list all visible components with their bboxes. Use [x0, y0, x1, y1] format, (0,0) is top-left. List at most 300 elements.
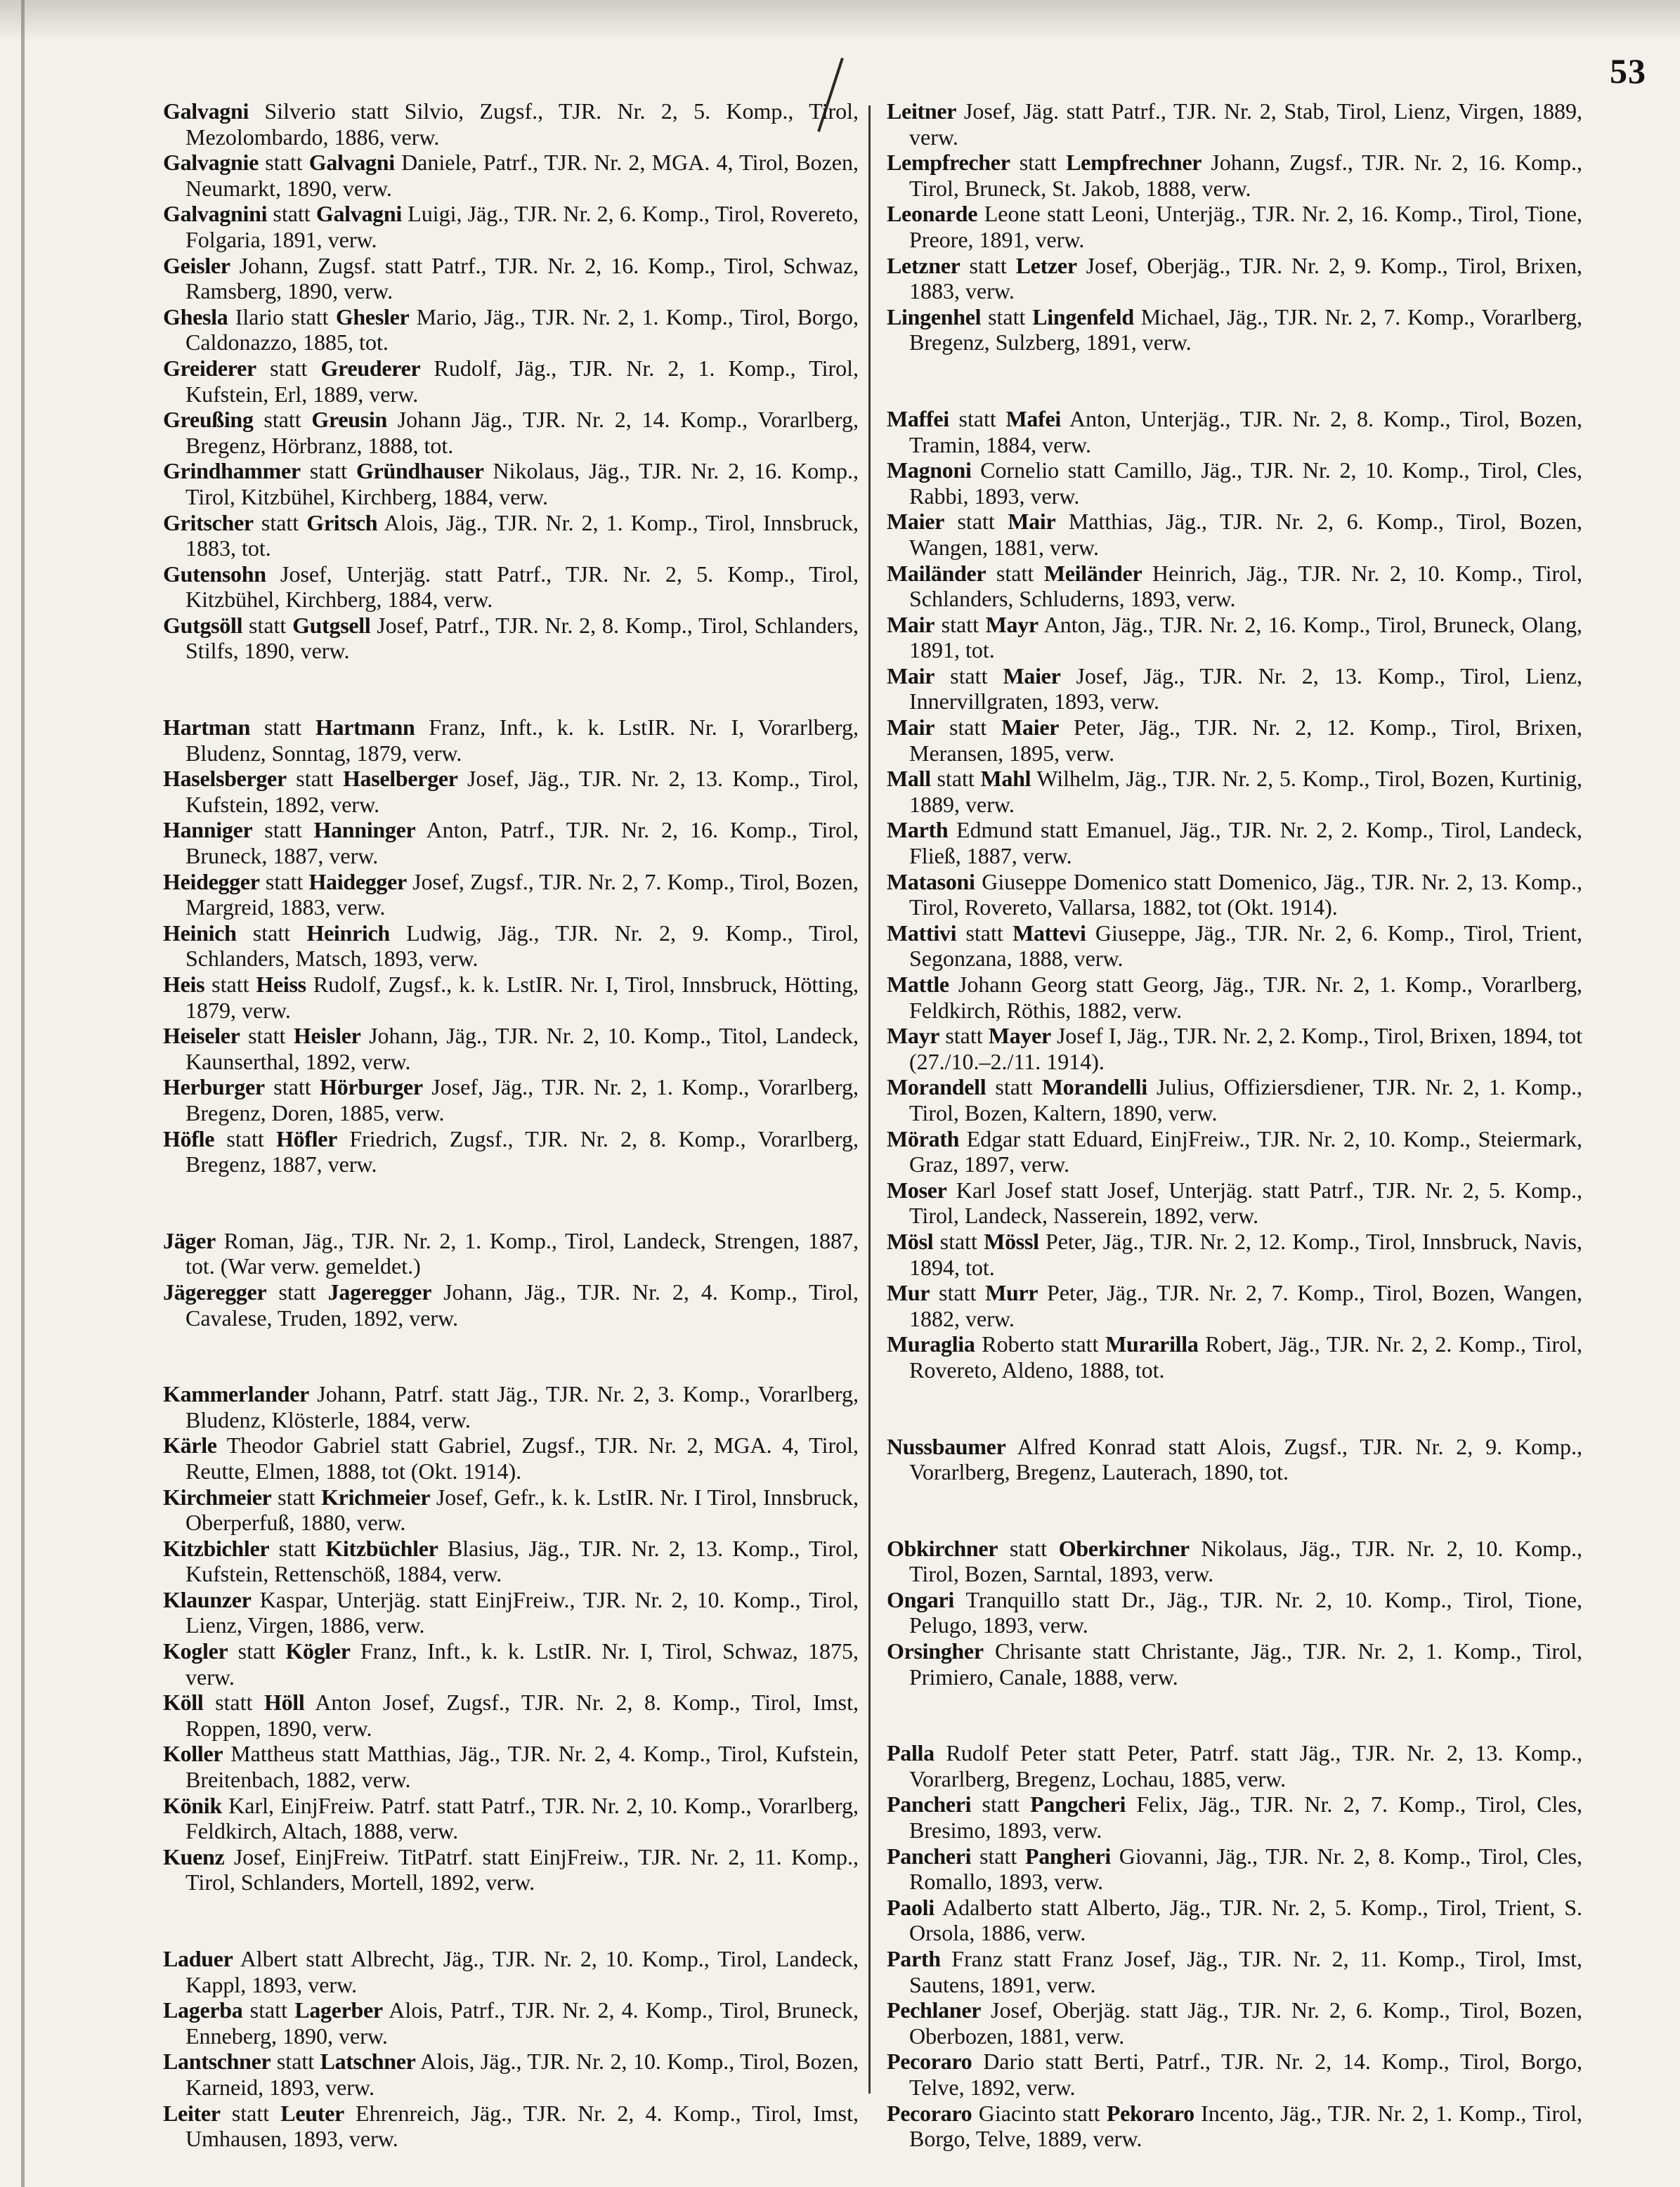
entry-surname: Jäger — [163, 1227, 216, 1253]
entry-text: Peter, Jäg., TJR. Nr. 2, 12. Komp., Tirol, Innsbruck, Navis, 1894, tot. — [909, 1228, 1582, 1280]
entry-surname: Kögler — [285, 1638, 351, 1664]
entry-surname: Kogler — [163, 1638, 228, 1664]
entry-surname: Leonarde — [887, 201, 978, 227]
entry-text: Tranquillo statt Dr., Jäg., TJR. Nr. 2, 10. Komp., Tirol, Tione, Pelugo, 1893, verw. — [909, 1586, 1582, 1638]
entry-text: statt — [252, 817, 314, 843]
entry-text: statt — [971, 1791, 1031, 1817]
entry-surname: Gründhauser — [356, 458, 484, 484]
entry-text: statt — [236, 920, 307, 946]
entry-text: statt — [935, 662, 1003, 688]
entry-text: Felix, Jäg., TJR. Nr. 2, 7. Komp., Tirol, Cles, Bresimo, 1893, verw. — [909, 1791, 1582, 1843]
entry-text: statt — [266, 1279, 328, 1305]
entry-text: Daniele, Patrf., TJR. Nr. 2, MGA. 4, Tirol, Bozen, Neumarkt, 1890, verw. — [185, 150, 859, 201]
casualty-entry — [887, 766, 1582, 817]
casualty-entry — [163, 201, 859, 252]
entry-text: Johann, Patrf. statt Jäg., TJR. Nr. 2, 3. Komp., Vorarlberg, Bludenz, Klösterle, 1884, verw. — [185, 1381, 859, 1432]
casualty-entry — [887, 406, 1582, 457]
entry-text: statt — [960, 252, 1016, 278]
entry-text: Wilhelm, Jäg., TJR. Nr. 2, 5. Komp., Tirol, Bozen, Kurtinig, 1889, verw. — [909, 766, 1583, 817]
entry-text: Michael, Jäg., TJR. Nr. 2, 7. Komp., Vorarlberg, Bregenz, Sulzberg, 1891, verw. — [909, 303, 1583, 355]
entry-surname: Heis — [163, 972, 205, 997]
casualty-entry — [163, 1228, 859, 1279]
entry-surname: Leuter — [280, 2100, 344, 2126]
casualty-entry — [887, 1997, 1582, 2049]
entry-text: statt — [944, 509, 1008, 535]
entry-text: Ilario statt — [228, 303, 336, 329]
entry-surname: Magnoni — [887, 457, 972, 483]
entry-text: statt — [242, 612, 293, 638]
entry-text: statt — [981, 303, 1033, 329]
casualty-entry — [163, 766, 859, 817]
entry-text: statt — [267, 201, 316, 227]
entry-surname: Morandell — [887, 1074, 986, 1100]
entry-text: Johann Georg statt Georg, Jäg., TJR. Nr. 2, 1. Komp., Vorarlberg, Feldkirch, Röthis, 1882, verw. — [909, 972, 1582, 1023]
casualty-entry — [887, 1946, 1582, 1997]
casualty-entry — [887, 1791, 1582, 1843]
casualty-entry — [163, 869, 859, 920]
entry-text: Josef, Zugsf., TJR. Nr. 2, 7. Komp., Tirol, Bozen, Margreid, 1883, verw. — [185, 868, 859, 920]
casualty-entry — [887, 1280, 1582, 1331]
entry-surname: Greuderer — [320, 355, 421, 381]
entry-text: Edmund statt Emanuel, Jäg., TJR. Nr. 2, 2. Komp., Tirol, Landeck, Fließ, 1887, verw. — [909, 817, 1582, 869]
entry-surname: Greußing — [163, 407, 254, 433]
casualty-entry — [163, 253, 859, 304]
entry-surname: Mahl — [980, 766, 1031, 792]
entry-text: statt — [214, 1125, 277, 1151]
entry-text: Anton, Unterjäg., TJR. Nr. 2, 8. Komp., Tirol, Bozen, Tramin, 1884, verw. — [909, 405, 1583, 457]
entry-text: Chrisante statt Christante, Jäg., TJR. Nr. 2, 1. Komp., Tirol, Primiero, Canale, 1888, verw. — [909, 1638, 1582, 1690]
casualty-entry — [163, 1432, 859, 1484]
entry-surname: Mattivi — [887, 920, 957, 946]
entry-surname: Gritsch — [306, 509, 378, 535]
casualty-entry — [163, 1587, 859, 1638]
entry-text: Roberto statt — [975, 1331, 1106, 1357]
entry-surname: Hörburger — [320, 1074, 423, 1100]
entry-text: Rudolf Peter statt Peter, Patrf. statt Jäg., TJR. Nr. 2, 13. Komp., Vorarlberg, Bregenz, Lochau, 1885, verw. — [909, 1740, 1582, 1791]
entry-surname: Lempfrechner — [1066, 150, 1202, 176]
entry-surname: Heidegger — [163, 868, 260, 894]
section-gap — [887, 355, 1582, 406]
entry-surname: Grindhammer — [163, 458, 301, 484]
entry-text: Josef, Gefr., k. k. LstIR. Nr. I Tirol, Innsbruck, Oberperfuß, 1880, verw. — [185, 1484, 859, 1536]
entry-surname: Mörath — [887, 1125, 960, 1151]
entry-surname: Pangheri — [1024, 1843, 1112, 1869]
entry-surname: Parth — [887, 1946, 941, 1971]
entry-surname: Mattevi — [1012, 920, 1086, 946]
entry-surname: Kitzbüchler — [325, 1535, 438, 1561]
entry-surname: Lantschner — [163, 2049, 271, 2075]
entry-text: Alois, Jäg., TJR. Nr. 2, 1. Komp., Tirol, Innsbruck, 1883, tot. — [185, 509, 859, 561]
entry-surname: Pechlaner — [887, 1997, 982, 2023]
entry-text: Nikolaus, Jäg., TJR. Nr. 2, 10. Komp., Tirol, Bozen, Sarntal, 1893, verw. — [909, 1535, 1583, 1587]
entry-text: statt — [986, 1074, 1042, 1100]
entry-surname: Mur — [887, 1280, 930, 1306]
entry-surname: Galvagnie — [163, 150, 259, 176]
entry-text: statt — [253, 509, 307, 535]
entry-surname: Lingenfeld — [1032, 303, 1134, 329]
casualty-entry — [887, 1434, 1582, 1485]
entry-surname: Kitzbichler — [163, 1535, 270, 1561]
casualty-entry — [163, 2049, 859, 2100]
entry-text: statt — [939, 1023, 989, 1049]
entry-text: Ehrenreich, Jäg., TJR. Nr. 2, 4. Komp., Tirol, Imst, Umhausen, 1893, verw. — [185, 2100, 859, 2152]
entry-surname: Gritscher — [163, 509, 254, 535]
entry-text: statt — [971, 1843, 1025, 1869]
entry-text: Giuseppe Domenico statt Domenico, Jäg., TJR. Nr. 2, 13. Komp., Tirol, Rovereto, Vallarsa, 1882, tot (Okt. 1914). — [909, 868, 1582, 920]
entry-surname: Muraglia — [887, 1331, 975, 1357]
entry-surname: Hartman — [163, 714, 251, 740]
entry-text: statt — [204, 972, 256, 997]
casualty-entry — [887, 561, 1582, 612]
entry-surname: Gutensohn — [163, 561, 266, 587]
casualty-entry — [163, 1023, 859, 1074]
entry-text: Franz statt Franz Josef, Jäg., TJR. Nr. 2, 11. Komp., Tirol, Imst, Sautens, 1891, verw. — [909, 1946, 1582, 1997]
casualty-entry — [887, 1587, 1582, 1638]
entry-text: Incento, Jäg., TJR. Nr. 2, 1. Komp., Tirol, Borgo, Telve, 1889, verw. — [909, 2100, 1583, 2152]
casualty-entry — [887, 1229, 1582, 1280]
entry-text: Josef, Jäg. statt Patrf., TJR. Nr. 2, Stab, Tirol, Lienz, Virgen, 1889, verw. — [909, 98, 1582, 150]
entry-text: statt — [271, 2049, 320, 2075]
entry-text: statt — [935, 611, 986, 637]
entry-text: Giovanni, Jäg., TJR. Nr. 2, 8. Komp., Tirol, Cles, Romallo, 1893, verw. — [909, 1843, 1583, 1895]
right-column — [887, 98, 1582, 2152]
entry-text: Johann, Jäg., TJR. Nr. 2, 4. Komp., Tirol, Cavalese, Truden, 1892, verw. — [185, 1279, 859, 1331]
entry-surname: Pancheri — [887, 1791, 972, 1817]
entry-surname: Kärle — [163, 1432, 217, 1458]
section-gap — [163, 664, 859, 714]
entry-text: statt — [930, 766, 981, 792]
casualty-entry — [163, 561, 859, 613]
entry-surname: Mayer — [988, 1023, 1051, 1049]
casualty-entry — [887, 714, 1582, 766]
entry-text: Nikolaus, Jäg., TJR. Nr. 2, 16. Komp., Tirol, Kitzbühel, Kirchberg, 1884, verw. — [185, 458, 859, 509]
binding-edge — [21, 0, 25, 2187]
entry-text: statt — [930, 1280, 986, 1306]
entry-surname: Mair — [887, 662, 935, 688]
entry-surname: Palla — [887, 1740, 935, 1766]
entry-text: Anton Josef, Zugsf., TJR. Nr. 2, 8. Komp., Tirol, Imst, Roppen, 1890, verw. — [185, 1690, 859, 1741]
entry-text: Alfred Konrad statt Alois, Zugsf., TJR. Nr. 2, 9. Komp., Vorarlberg, Bregenz, Lauterach, 1890, tot. — [909, 1433, 1582, 1485]
entry-text: Johann Jäg., TJR. Nr. 2, 14. Komp., Vorarlberg, Bregenz, Hörbranz, 1888, tot. — [185, 407, 859, 458]
entry-surname: Köll — [163, 1690, 204, 1716]
entry-text: Albert statt Albrecht, Jäg., TJR. Nr. 2, 10. Komp., Tirol, Landeck, Kappl, 1893, verw. — [185, 1946, 859, 1997]
section-gap — [163, 1331, 859, 1381]
entry-text: Johann, Jäg., TJR. Nr. 2, 10. Komp., Titol, Landeck, Kaunserthal, 1892, verw. — [185, 1023, 859, 1074]
casualty-entry — [887, 920, 1582, 972]
casualty-entry — [887, 1895, 1582, 1946]
entry-text: Matthias, Jäg., TJR. Nr. 2, 6. Komp., Tirol, Bozen, Wangen, 1881, verw. — [909, 509, 1583, 560]
entry-text: statt — [256, 355, 321, 381]
entry-text: Kaspar, Unterjäg. statt EinjFreiw., TJR. Nr. 2, 10. Komp., Tirol, Lienz, Virgen, 1886, verw. — [185, 1586, 859, 1638]
entry-text: Alois, Patrf., TJR. Nr. 2, 4. Komp., Tirol, Bruneck, Enneberg, 1890, verw. — [185, 1997, 859, 2049]
entry-surname: Haselberger — [342, 766, 458, 792]
entry-text: statt — [949, 405, 1006, 431]
casualty-entry — [163, 1074, 859, 1125]
casualty-entry — [887, 817, 1582, 868]
entry-surname: Kirchmeier — [163, 1484, 272, 1510]
entry-text: statt — [1010, 150, 1067, 176]
casualty-entry — [163, 510, 859, 561]
casualty-entry — [887, 457, 1582, 509]
casualty-entry — [163, 1484, 859, 1536]
casualty-entry — [163, 1690, 859, 1741]
entry-text: Josef, Oberjäg. statt Jäg., TJR. Nr. 2, 6. Komp., Tirol, Bozen, Oberbozen, 1881, verw. — [909, 1997, 1582, 2049]
entry-surname: Lempfrecher — [887, 150, 1010, 176]
entry-surname: Maffei — [887, 405, 949, 431]
entry-text: Karl Josef statt Josef, Unterjäg. statt Patrf., TJR. Nr. 2, 5. Komp., Tirol, Landeck, Nasserein, 1892, verw. — [909, 1177, 1582, 1229]
entry-text: Ludwig, Jäg., TJR. Nr. 2, 9. Komp., Tirol, Schlanders, Matsch, 1893, verw. — [185, 920, 859, 972]
casualty-entry — [163, 407, 859, 458]
entry-text: Johann, Zugsf., TJR. Nr. 2, 16. Komp., Tirol, Bruneck, St. Jakob, 1888, verw. — [909, 150, 1583, 201]
entry-text: Giuseppe, Jäg., TJR. Nr. 2, 6. Komp., Tirol, Trient, Segonzana, 1888, verw. — [909, 920, 1583, 972]
entry-surname: Pangcheri — [1030, 1791, 1126, 1817]
entry-surname: Ghesler — [335, 303, 410, 329]
entry-surname: Galvagni — [315, 201, 402, 227]
casualty-entry — [163, 98, 859, 150]
casualty-entry — [163, 1946, 859, 1997]
casualty-entry — [163, 1536, 859, 1587]
entry-text: Josef, Unterjäg. statt Patrf., TJR. Nr. 2, 5. Komp., Tirol, Kitzbühel, Kirchberg, 1884, verw. — [185, 561, 859, 613]
entry-text: Silverio statt Silvio, Zugsf., TJR. Nr. 2, 5. Komp., Tirol, Mezolombardo, 1886, verw. — [185, 98, 859, 150]
entry-text: statt — [933, 1228, 984, 1254]
entry-surname: Oberkirchner — [1058, 1535, 1190, 1561]
casualty-entry — [887, 1177, 1582, 1229]
entry-surname: Koller — [163, 1741, 223, 1767]
entry-surname: Hanninger — [313, 817, 416, 843]
entry-surname: Gutgsöll — [163, 612, 243, 638]
entry-text: statt — [935, 714, 1002, 740]
entry-surname: Pecoraro — [887, 2100, 972, 2126]
casualty-entry — [887, 150, 1582, 201]
entry-surname: Höfle — [163, 1125, 215, 1151]
entry-surname: Mair — [887, 611, 935, 637]
entry-text: statt — [264, 1074, 320, 1100]
casualty-entry — [163, 920, 859, 972]
casualty-entry — [887, 1331, 1582, 1383]
entry-text: Dario statt Berti, Patrf., TJR. Nr. 2, 14. Komp., Tirol, Borgo, Telve, 1892, verw. — [909, 2049, 1582, 2100]
entry-surname: Letzner — [887, 252, 961, 278]
entry-text: Friedrich, Zugsf., TJR. Nr. 2, 8. Komp., Vorarlberg, Bregenz, 1887, verw. — [185, 1125, 859, 1177]
entry-surname: Mair — [887, 714, 935, 740]
entry-surname: Jägeregger — [163, 1279, 267, 1305]
entry-text: statt — [250, 714, 315, 740]
casualty-entry — [887, 2049, 1582, 2100]
section-gap — [163, 1177, 859, 1228]
casualty-entry — [887, 663, 1582, 714]
entry-surname: Ongari — [887, 1586, 954, 1612]
casualty-entry — [887, 1126, 1582, 1177]
casualty-entry — [887, 1638, 1582, 1690]
entry-text: statt — [269, 1535, 326, 1561]
left-column — [163, 98, 859, 2152]
entry-text: statt — [998, 1535, 1059, 1561]
entry-text: Theodor Gabriel statt Gabriel, Zugsf., TJR. Nr. 2, MGA. 4, Tirol, Reutte, Elmen, 1888, tot (Okt. 1914). — [185, 1432, 859, 1484]
entry-surname: Höfler — [276, 1125, 338, 1151]
casualty-entry — [163, 1381, 859, 1432]
casualty-entry — [163, 1126, 859, 1177]
entry-text: Franz, Inft., k. k. LstIR. Nr. I, Tirol, Schwaz, 1875, verw. — [185, 1638, 859, 1690]
casualty-entry — [163, 458, 859, 509]
casualty-entry — [163, 304, 859, 355]
entry-text: Blasius, Jäg., TJR. Nr. 2, 13. Komp., Tirol, Kufstein, Rettenschöß, 1884, verw. — [185, 1535, 859, 1587]
entry-surname: Mössl — [984, 1228, 1039, 1254]
entry-surname: Mayr — [985, 611, 1038, 637]
entry-text: statt — [240, 1023, 294, 1049]
entry-text: statt — [986, 560, 1044, 586]
casualty-entry — [163, 150, 859, 201]
entry-surname: Heinich — [163, 920, 237, 946]
entry-text: Anton, Jäg., TJR. Nr. 2, 16. Komp., Tirol, Bruneck, Olang, 1891, tot. — [909, 611, 1583, 663]
entry-text: statt — [253, 407, 312, 433]
section-gap — [887, 1485, 1582, 1536]
entry-surname: Maier — [1001, 714, 1060, 740]
entry-text: statt — [203, 1690, 264, 1716]
entry-surname: Galvagni — [308, 150, 395, 176]
entry-surname: Klaunzer — [163, 1586, 252, 1612]
entry-text: statt — [220, 2100, 281, 2126]
entry-text: Mattheus statt Matthias, Jäg., TJR. Nr. 2, 4. Komp., Tirol, Kufstein, Breitenbach, 1882, verw. — [185, 1741, 859, 1793]
entry-surname: Moser — [887, 1177, 947, 1203]
entry-surname: Heinrich — [306, 920, 390, 946]
casualty-entry — [887, 1536, 1582, 1587]
entry-surname: Geisler — [163, 252, 230, 278]
entry-surname: Mafei — [1005, 405, 1061, 431]
casualty-entry — [887, 304, 1582, 355]
page-number: 53 — [1610, 51, 1646, 91]
entry-text: Josef, Oberjäg., TJR. Nr. 2, 9. Komp., Tirol, Brixen, 1883, verw. — [909, 252, 1583, 304]
entry-text: Edgar statt Eduard, EinjFreiw., TJR. Nr. 2, 10. Komp., Steiermark, Graz, 1897, verw. — [909, 1125, 1582, 1177]
entry-text: Johann, Zugsf. statt Patrf., TJR. Nr. 2, 16. Komp., Tirol, Schwaz, Ramsberg, 1890, verw. — [185, 252, 859, 304]
entry-surname: Matasoni — [887, 868, 975, 894]
entry-surname: Galvagni — [163, 98, 249, 124]
entry-surname: Könik — [163, 1792, 222, 1818]
entry-text: statt — [242, 1997, 295, 2023]
entry-surname: Hartmann — [315, 714, 415, 740]
entry-surname: Murr — [985, 1280, 1038, 1306]
entry-surname: Orsingher — [887, 1638, 984, 1664]
entry-text: statt — [228, 1638, 286, 1664]
entry-text: statt — [258, 150, 309, 176]
entry-surname: Pancheri — [887, 1843, 972, 1869]
entry-surname: Höll — [264, 1690, 305, 1716]
casualty-entry — [163, 1844, 859, 1895]
entry-surname: Laduer — [163, 1946, 233, 1971]
entry-text: Josef, Patrf., TJR. Nr. 2, 8. Komp., Tirol, Schlanders, Stilfs, 1890, verw. — [185, 612, 859, 664]
entry-text: Karl, EinjFreiw. Patrf. statt Patrf., TJR. Nr. 2, 10. Komp., Vorarlberg, Feldkirch, Altach, 1888, verw. — [185, 1792, 859, 1844]
entry-text: Anton, Patrf., TJR. Nr. 2, 16. Komp., Tirol, Bruneck, 1887, verw. — [185, 817, 859, 869]
casualty-entry — [887, 98, 1582, 150]
entry-surname: Lagerber — [294, 1997, 383, 2023]
casualty-entry — [887, 2101, 1582, 2152]
entry-text: Josef, Jäg., TJR. Nr. 2, 13. Komp., Tirol, Kufstein, 1892, verw. — [185, 766, 859, 817]
entry-surname: Meiländer — [1043, 560, 1142, 586]
casualty-entry — [887, 612, 1582, 663]
entry-surname: Mayr — [887, 1023, 940, 1049]
entry-text: Heinrich, Jäg., TJR. Nr. 2, 10. Komp., Tirol, Schlanders, Schluderns, 1893, verw. — [909, 560, 1583, 612]
entry-surname: Mall — [887, 766, 931, 792]
entry-surname: Krichmeier — [321, 1484, 431, 1510]
entry-surname: Maier — [1003, 662, 1061, 688]
entry-surname: Marth — [887, 817, 949, 843]
entry-surname: Mösl — [887, 1228, 934, 1254]
casualty-entry — [163, 817, 859, 868]
entry-text: Julius, Offiziersdiener, TJR. Nr. 2, 1. Komp., Tirol, Bozen, Kaltern, 1890, verw. — [909, 1074, 1583, 1125]
section-gap — [887, 1383, 1582, 1434]
casualty-entry — [887, 201, 1582, 252]
entry-surname: Mattle — [887, 972, 949, 997]
entry-text: Josef, EinjFreiw. TitPatrf. statt EinjFreiw., TJR. Nr. 2, 11. Komp., Tirol, Schlanders, Mortell, 1892, verw. — [185, 1843, 859, 1895]
casualty-entry — [887, 869, 1582, 920]
entry-surname: Leitner — [887, 98, 957, 124]
casualty-entry — [887, 1740, 1582, 1791]
entry-surname: Haselsberger — [163, 766, 287, 792]
entry-text: Cornelio statt Camillo, Jäg., TJR. Nr. 2, 10. Komp., Tirol, Cles, Rabbi, 1893, verw. — [909, 457, 1582, 509]
entry-text: Peter, Jäg., TJR. Nr. 2, 12. Komp., Tirol, Brixen, Meransen, 1895, verw. — [909, 714, 1582, 766]
entry-surname: Greiderer — [163, 355, 256, 381]
entry-surname: Lingenhel — [887, 303, 982, 329]
entry-text: statt — [300, 458, 356, 484]
entry-surname: Leiter — [163, 2100, 221, 2126]
entry-surname: Kammerlander — [163, 1381, 309, 1407]
entry-surname: Gutgsell — [292, 612, 371, 638]
casualty-entry — [887, 972, 1582, 1023]
entry-surname: Obkirchner — [887, 1535, 998, 1561]
casualty-entry — [163, 1997, 859, 2049]
entry-text: Josef I, Jäg., TJR. Nr. 2, 2. Komp., Tirol, Brixen, 1894, tot (27./10.–2./11. 1914). — [909, 1023, 1583, 1074]
entry-surname: Mair — [1008, 509, 1056, 535]
casualty-entry — [163, 355, 859, 407]
column-divider — [868, 105, 871, 2094]
entry-text: Rudolf, Zugsf., k. k. LstIR. Nr. I, Tirol, Innsbruck, Hötting, 1879, verw. — [185, 972, 859, 1023]
casualty-entry — [163, 1279, 859, 1331]
entry-text: Franz, Inft., k. k. LstIR. Nr. I, Vorarlberg, Bludenz, Sonntag, 1879, verw. — [185, 714, 859, 766]
entry-surname: Jageregger — [327, 1279, 432, 1305]
entry-surname: Heiss — [256, 972, 306, 997]
entry-surname: Nussbaumer — [887, 1433, 1006, 1459]
entry-text: statt — [259, 868, 309, 894]
entry-surname: Heiseler — [163, 1023, 240, 1049]
entry-text: Rudolf, Jäg., TJR. Nr. 2, 1. Komp., Tirol, Kufstein, Erl, 1889, verw. — [185, 355, 859, 407]
casualty-entry — [163, 972, 859, 1023]
casualty-entry — [163, 1638, 859, 1690]
entry-surname: Kuenz — [163, 1843, 225, 1869]
entry-text: Giacinto statt — [972, 2100, 1107, 2126]
casualty-entry — [163, 1793, 859, 1844]
casualty-entry — [163, 613, 859, 664]
entry-surname: Greusin — [311, 407, 387, 433]
section-gap — [887, 1690, 1582, 1740]
entry-text: Luigi, Jäg., TJR. Nr. 2, 6. Komp., Tirol, Rovereto, Folgaria, 1891, verw. — [185, 201, 859, 252]
entry-text: Roman, Jäg., TJR. Nr. 2, 1. Komp., Tirol, Landeck, Strengen, 1887, tot. (War verw. gemeldet.) — [185, 1227, 859, 1279]
entry-surname: Morandelli — [1041, 1074, 1147, 1100]
entry-text: statt — [271, 1484, 322, 1510]
entry-text: Mario, Jäg., TJR. Nr. 2, 1. Komp., Tirol, Borgo, Caldonazzo, 1885, tot. — [185, 303, 859, 355]
casualty-entry — [163, 2101, 859, 2152]
entry-surname: Latschner — [320, 2049, 416, 2075]
entry-text: statt — [286, 766, 343, 792]
entry-surname: Ghesla — [163, 303, 228, 329]
entry-surname: Galvagnini — [163, 201, 268, 227]
entry-surname: Letzer — [1015, 252, 1077, 278]
casualty-entry — [163, 714, 859, 766]
entry-surname: Heisler — [293, 1023, 361, 1049]
casualty-entry — [887, 509, 1582, 560]
casualty-entry — [887, 1843, 1582, 1895]
entry-surname: Herburger — [163, 1074, 265, 1100]
entry-surname: Pecoraro — [887, 2049, 972, 2075]
entry-surname: Hanniger — [163, 817, 253, 843]
entry-text: Peter, Jäg., TJR. Nr. 2, 7. Komp., Tirol, Bozen, Wangen, 1882, verw. — [909, 1280, 1583, 1331]
